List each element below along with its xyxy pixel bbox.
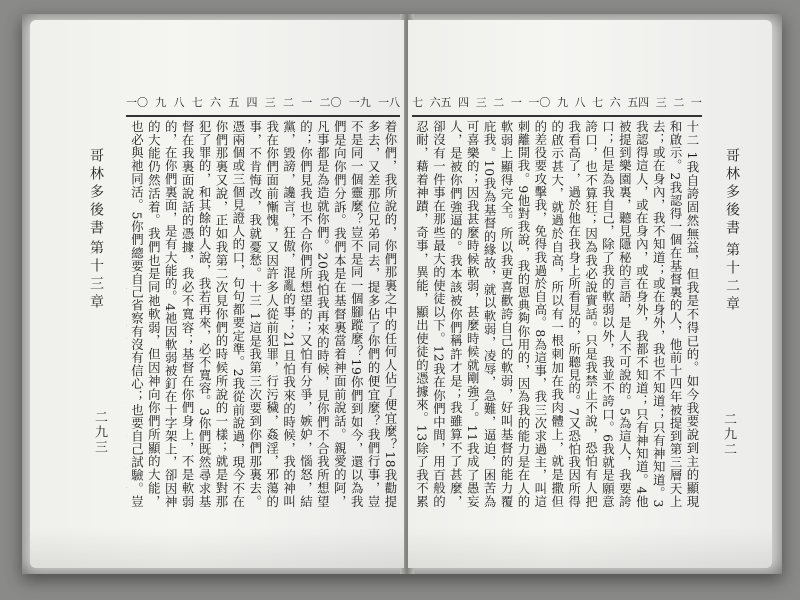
open-book xyxy=(22,14,782,574)
page-edge-shadow xyxy=(30,528,404,568)
page-edge-shadow xyxy=(408,528,772,568)
scripture-text: 着你們，我所說的，你們那裏之中的任何人佔了便宜麼？18我勸提多去，又差那位兄弟同去，提多佔了你們的便宜麼？我們行事，豈不是同一個靈麼？豈不是同一個腳蹤麼？19你們到如今，還以為我們是向你們分訴。我們本是在基督裏當着神面前說話。親愛的阿，凡事都是為造就你們。20我怕我再來的時候，見你們不合我所想望的；你們見我也不合你們所想望的；又怕有分爭，嫉妒，惱怒，結黨，毀謗，讒言，狂傲，混亂的事；21且怕我來的時候，我的神叫我在你們面前慚愧，又因許多人從前犯罪，行污穢，姦淫，邪蕩的事，不肯悔改，我就憂愁。十三 1這是我第三次要到你們那裏去。憑兩個或三個見證人的口，句句都要定準。2我從前說過，現今不在你們那裏又說，正如我第二次見你們的時候所說的一樣；就是對那犯了罪的，和其餘的人說，我若再來，必不寬容。3你們既然尋求基督在我裏面說話的憑據，我必不寬容；基督在你們身上，不是軟弱的，在你們裏面，是有大能的。4祂因軟弱被釘在十字架上，卻因神的大能仍然活着。我們也是同祂軟弱，但因神向你們所顯的大能，也必與祂同活。5你們總要自己省察有沒有信心；也要自己試驗。豈 xyxy=(129,120,398,508)
ruler-number: 四 xyxy=(458,96,470,109)
ruler-number: 一八 xyxy=(378,96,400,109)
ruler-number: 八 xyxy=(173,96,185,109)
page-number: 二九三 xyxy=(92,410,107,455)
ruler-number: 三 xyxy=(655,96,667,109)
ruler-number: 九 xyxy=(155,96,167,109)
ruler-number: 一九 xyxy=(348,96,371,109)
ruler-number: 四 xyxy=(246,96,258,109)
ruler-number: 一 xyxy=(301,96,313,109)
ruler-number: 六 xyxy=(609,96,621,109)
ruler-number: 五四 xyxy=(627,96,650,109)
ruler-number: 二 xyxy=(283,96,294,109)
page-number: 二九二 xyxy=(721,412,736,457)
header-rule xyxy=(412,115,702,117)
running-title: 哥林多後書 xyxy=(724,148,740,238)
ruler-number: 一〇 xyxy=(126,96,148,109)
chapter-label: 第十二章 xyxy=(724,242,740,314)
ruler-number: 六五 xyxy=(429,96,452,109)
ruler-number: 一 xyxy=(690,96,702,109)
ruler-number: 二 xyxy=(493,96,505,109)
ruler-number: 八 xyxy=(574,96,586,109)
ruler-number: 七 xyxy=(191,96,203,109)
ruler-number: 二 xyxy=(673,96,685,109)
scripture-text: 十二 1我自誇固然無益，但我是不得已的。如今我要說到主的顯現和啟示。2我認得一個在基督裏的人，他前十四年被提到第三層天上去；或在身內，我不知道；或在身外，我也不知道；只有神知道。3我認得這人，或在身內，或在身外，我都不知道；只有神知道。4他被提到樂園裏，聽見隱秘的言語，是人不可說的。5為這人，我要誇口；但是為我自己，除了我的軟弱以外，我並不誇口。6我就是願意誇口，也不算狂；因為我必說實話。只是我禁止不說，恐怕有人把我看高了，過於他在我身上所看見的，所聽見的。7又恐怕我因所得的啟示甚大，就過於自高，所以有一根刺加在我肉體上，就是撒但的差役要攻擊我，免得我過於自高。8為這事，我三次求過主，叫這刺離開我。9他對我說，我的恩典夠你用的，因為我的能力是在人的軟弱上顯得完全。所以我更喜歡誇自己的軟弱，好叫基督的能力覆庇我。10我為基督的緣故，就以軟弱，凌辱，急難，逼迫，困苦為可喜樂的；因我甚麼時候軟弱，甚麼時候就剛強了。11我成了愚妄人，是被你們強逼的。我本該被你們稱許才是；我雖算不了甚麼，卻沒有一件事在那些最大的使徒以下。12我在你們中間，用百般的忍耐，藉着神蹟，奇事，異能，顯出使徒的憑據來。13除了我不累 xyxy=(414,120,700,508)
running-title: 哥林多後書 xyxy=(88,148,104,238)
right-page xyxy=(408,20,772,568)
left-page xyxy=(30,20,404,568)
ruler-number: 九 xyxy=(556,96,568,109)
ruler-number: 七 xyxy=(412,96,423,109)
ruler-number: 一 xyxy=(510,96,522,109)
right-ruler xyxy=(412,92,702,112)
ruler-number: 二〇 xyxy=(319,96,342,109)
ruler-number: 三 xyxy=(475,96,487,109)
header-rule xyxy=(126,115,400,117)
left-ruler xyxy=(126,92,400,112)
ruler-number: 五 xyxy=(228,96,240,109)
ruler-number: 三 xyxy=(264,96,276,109)
ruler-number: 一〇 xyxy=(528,96,551,109)
ruler-number: 七 xyxy=(592,96,604,109)
ruler-number: 六 xyxy=(210,96,221,109)
chapter-label: 第十三章 xyxy=(88,240,104,312)
